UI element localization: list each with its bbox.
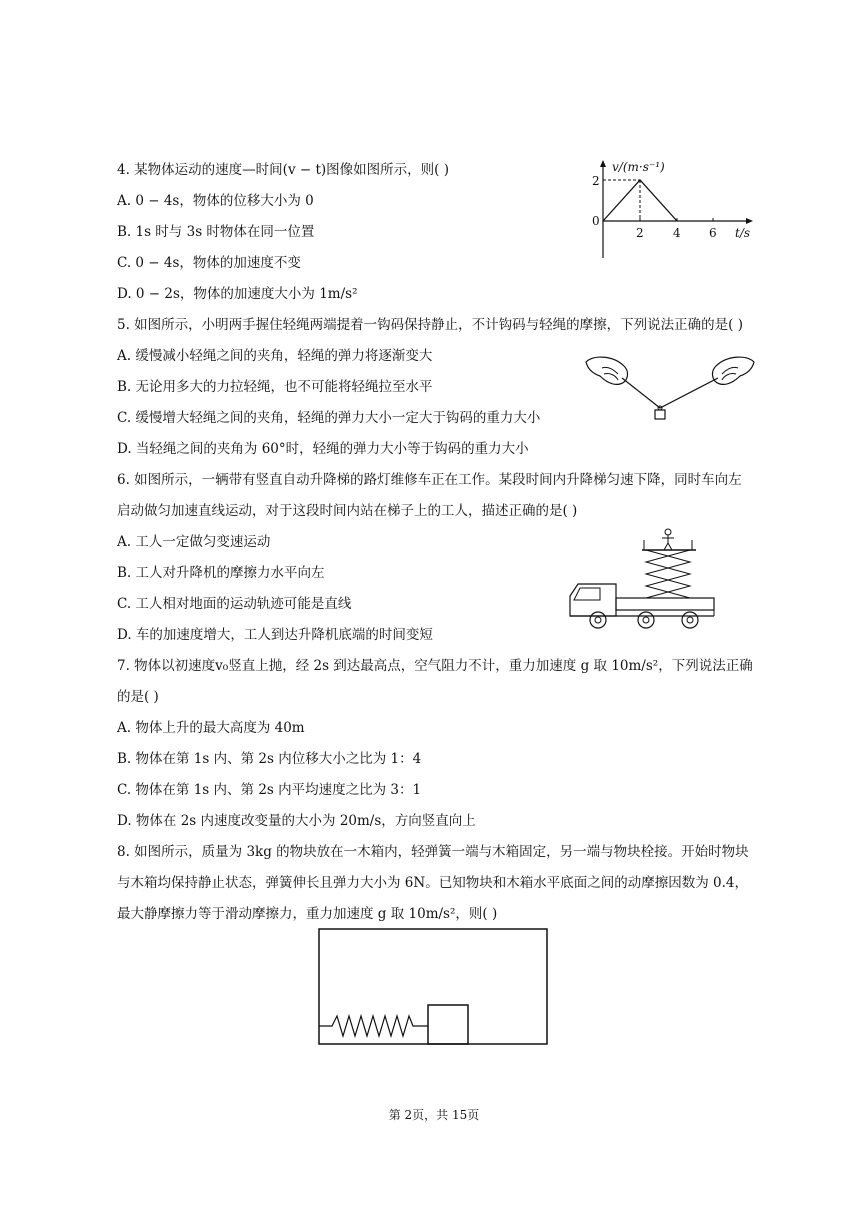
block	[428, 1005, 468, 1044]
q8-stem-line2: 与木箱均保持静止状态，弹簧伸长且弹力大小为 6N。已知物块和木箱水平底面之间的动摩擦因数为 0.4，	[117, 875, 748, 891]
page-footer: 第 2页，共 15页	[388, 1108, 480, 1122]
hands-rope-figure	[584, 352, 756, 424]
q5-option-d: D. 当轻绳之间的夹角为 60°时，轻绳的弹力大小等于钩码的重力大小	[117, 441, 529, 457]
q6-stem-line1: 6. 如图所示，一辆带有竖直自动升降梯的路灯维修车正在工作。某段时间内升降梯匀速下降，同时车向左	[117, 472, 742, 488]
x-tick-label: 6	[709, 226, 717, 240]
origin-label: 0	[592, 214, 600, 228]
q7-option-a: A. 物体上升的最大高度为 40m	[117, 720, 305, 736]
q5-stem: 5. 如图所示，小明两手握住轻绳两端提着一钩码保持静止，不计钩码与轻绳的摩擦，下列说法正确的是( )	[117, 317, 743, 333]
q4-option-c: C. 0 − 4s，物体的加速度不变	[117, 255, 301, 271]
q5-option-c: C. 缓慢增大轻绳之间的夹角，轻绳的弹力大小一定大于钩码的重力大小	[117, 410, 541, 426]
q4-option-d: D. 0 − 2s，物体的加速度大小为 1m/s²	[117, 286, 358, 302]
q6-option-b: B. 工人对升降机的摩擦力水平向左	[117, 565, 325, 581]
q4-option-a: A. 0 − 4s，物体的位移大小为 0	[117, 193, 314, 209]
repair-truck-figure	[564, 526, 724, 634]
x-tick-label: 4	[673, 226, 681, 240]
q6-option-c: C. 工人相对地面的运动轨迹可能是直线	[117, 596, 352, 612]
q7-stem-line2: 的是( )	[117, 689, 159, 705]
q8-stem-line3: 最大静摩擦力等于滑动摩擦力，重力加速度 g 取 10m/s²，则( )	[117, 906, 498, 922]
vt-graph	[588, 158, 763, 266]
x-tick-label: 2	[636, 226, 644, 240]
box-spring-figure	[318, 928, 550, 1048]
q4-option-b: B. 1s 时与 3s 时物体在同一位置	[117, 224, 315, 240]
y-axis-label: v/(m·s⁻¹)	[612, 160, 665, 174]
q6-option-a: A. 工人一定做匀变速运动	[117, 534, 271, 550]
hook-weight	[655, 410, 665, 419]
x-axis-label: t/s	[735, 226, 751, 240]
y-tick-label: 2	[592, 174, 600, 188]
q7-option-d: D. 物体在 2s 内速度改变量的大小为 20m/s，方向竖直向上	[117, 813, 476, 829]
q5-option-a: A. 缓慢减小轻绳之间的夹角，轻绳的弹力将逐渐变大	[117, 348, 433, 364]
q8-stem-line1: 8. 如图所示，质量为 3kg 的物块放在一木箱内，轻弹簧一端与木箱固定，另一端与物块栓接。开始时物块	[117, 844, 749, 860]
q7-option-c: C. 物体在第 1s 内、第 2s 内平均速度之比为 3：1	[117, 782, 422, 798]
worker	[665, 529, 671, 535]
q6-stem-line2: 启动做匀加速直线运动，对于这段时间内站在梯子上的工人，描述正确的是( )	[117, 503, 578, 519]
q4-stem: 4. 某物体运动的速度—时间(v − t)图像如图所示，则( )	[117, 162, 449, 178]
wooden-box	[319, 929, 547, 1044]
q7-option-b: B. 物体在第 1s 内、第 2s 内位移大小之比为 1：4	[117, 751, 422, 767]
q6-option-d: D. 车的加速度增大，工人到达升降机底端的时间变短	[117, 627, 433, 643]
q5-option-b: B. 无论用多大的力拉轻绳，也不可能将轻绳拉至水平	[117, 379, 433, 395]
spring	[319, 1016, 428, 1036]
q7-stem-line1: 7. 物体以初速度v₀竖直上抛，经 2s 到达最高点，空气阻力不计，重力加速度 g 取 10m/s²，下列说法正确	[117, 658, 753, 674]
